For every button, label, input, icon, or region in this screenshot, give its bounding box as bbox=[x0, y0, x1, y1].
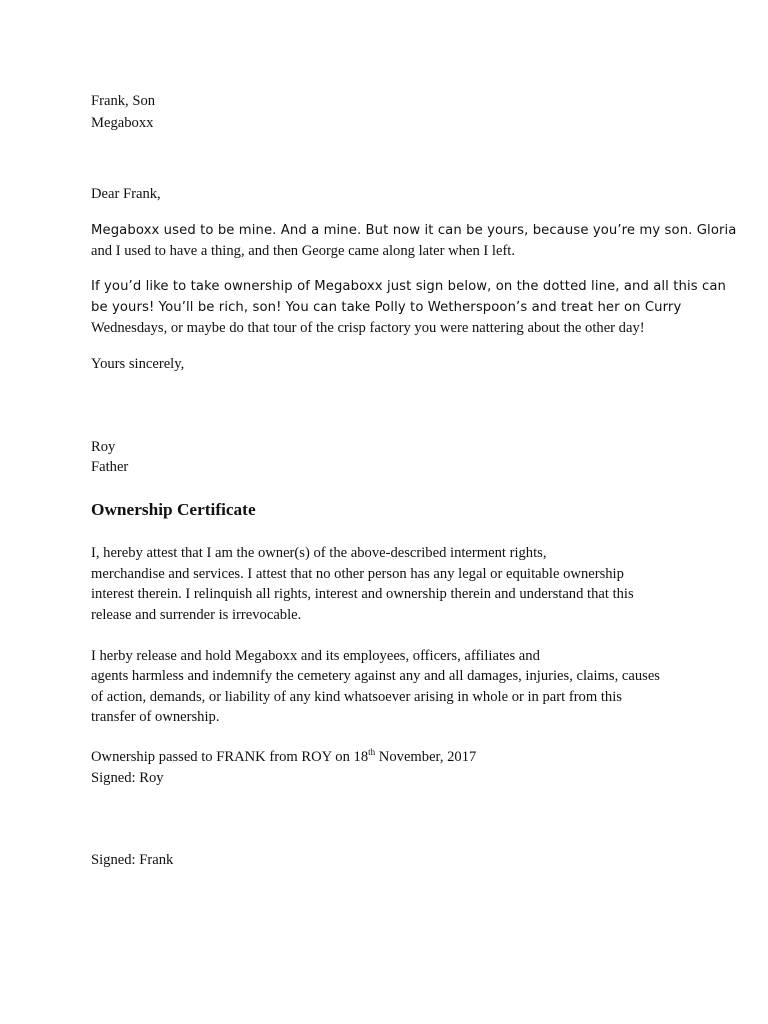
letter-para2-line1: If you’d like to take ownership of Megaboxx just sign below, on the dotted line, and all this can bbox=[91, 279, 726, 294]
letter-para2-line2: be yours! You’ll be rich, son! You can take Polly to Wetherspoon’s and treat her on Curry bbox=[91, 300, 682, 315]
certificate-heading: Ownership Certificate bbox=[91, 500, 256, 519]
signer-title: Father bbox=[91, 459, 129, 475]
signed-roy: Signed: Roy bbox=[91, 770, 164, 786]
letter-para2-line3: Wednesdays, or maybe do that tour of the crisp factory you were nattering about the other day! bbox=[91, 320, 645, 336]
sender-name-line: Frank, Son bbox=[91, 93, 156, 109]
letter-para1-line1: Megaboxx used to be mine. And a mine. But now it can be yours, because you’re my son. Gloria bbox=[91, 223, 737, 238]
signer-name: Roy bbox=[91, 439, 116, 455]
closing: Yours sincerely, bbox=[91, 356, 185, 372]
cert-para1-line1: I, hereby attest that I am the owner(s) of the above-described interment rights, bbox=[91, 545, 547, 561]
cert-para2-line4: transfer of ownership. bbox=[91, 709, 220, 725]
transfer-prefix: Ownership passed to FRANK from ROY on 18 bbox=[91, 749, 369, 765]
transfer-suffix: November, 2017 bbox=[375, 749, 477, 765]
cert-para1-line3: interest therein. I relinquish all rights, interest and ownership therein and understand that this bbox=[91, 586, 634, 602]
cert-para1-line2: merchandise and services. I attest that no other person has any legal or equitable ownership bbox=[91, 566, 624, 582]
letter-para1-line2: and I used to have a thing, and then George came along later when I left. bbox=[91, 243, 516, 259]
cert-para2-line3: of action, demands, or liability of any kind whatsoever arising in whole or in part from this bbox=[91, 689, 622, 705]
transfer-line bbox=[91, 747, 476, 767]
salutation: Dear Frank, bbox=[91, 186, 161, 202]
cert-para2-line2: agents harmless and indemnify the cemetery against any and all damages, injuries, claims, causes bbox=[91, 668, 660, 684]
cert-para2-line1: I herby release and hold Megaboxx and its employees, officers, affiliates and bbox=[91, 648, 540, 664]
transfer-ordinal: th bbox=[368, 747, 376, 757]
cert-para1-line4: release and surrender is irrevocable. bbox=[91, 607, 302, 623]
signed-frank: Signed: Frank bbox=[91, 852, 174, 868]
sender-company: Megaboxx bbox=[91, 115, 154, 131]
